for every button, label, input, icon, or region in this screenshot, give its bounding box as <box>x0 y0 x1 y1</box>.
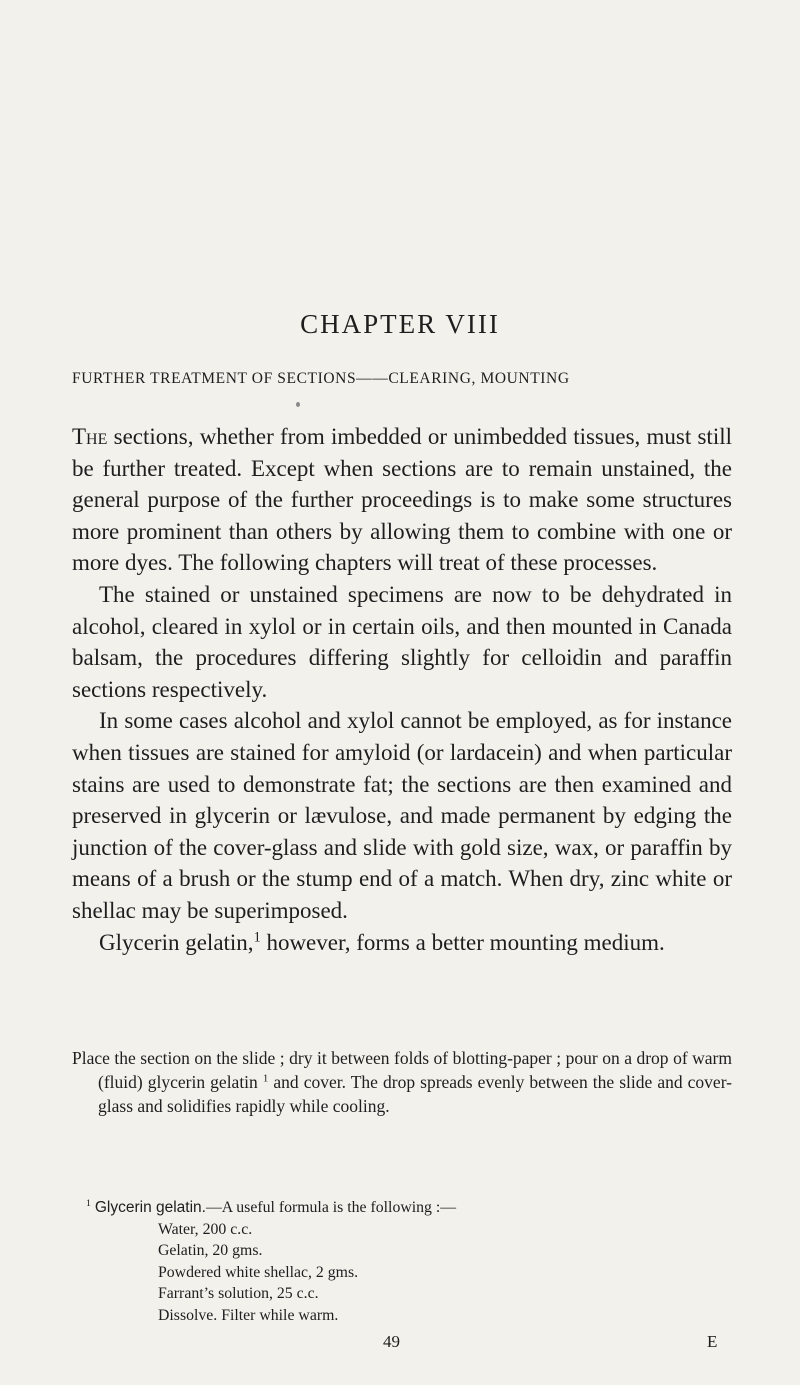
footnote-heading: Glycerin gelatin. <box>94 1199 206 1216</box>
recipe-line: Powdered white shellac, 2 gms. <box>158 1263 359 1281</box>
footnote-line <box>86 1197 726 1219</box>
instruction-text-b: and cover. The drop spreads evenly between the slide and cover-glass and solidifies rapidly while cooling. <box>98 1071 732 1116</box>
chapter-heading: CHAPTER VIII <box>300 309 500 339</box>
instruction-text-a: Place the section on the slide ; dry it between folds of blotting-paper ; pour on a drop of warm (fluid) glycerin gelatin <box>72 1048 732 1092</box>
page-number: 49 <box>383 1332 400 1351</box>
mounting-instructions <box>72 1047 732 1118</box>
footnote-marker: 1 <box>86 1198 91 1210</box>
instruction-footnote-reference: 1 <box>262 1072 269 1085</box>
paragraph-3: In some cases alcohol and xylol cannot be employed, as for instance when tissues are stained for amyloid (or lardacein) and when particular stains are used to demonstrate fat; the sections are then examined and preserved in glycerin or lævulose, and made permanent by edging the junction of the cover-glass and slide with gold size, wax, or paraffin by means of a brush or the stump end of a match. When dry, zinc white or shellac may be superimposed. <box>72 708 732 923</box>
footnote <box>86 1197 726 1327</box>
footnote-intro: —A useful formula is the following :— <box>205 1199 457 1216</box>
footnote-reference: 1 <box>253 928 261 945</box>
paragraph-2: The stained or unstained specimens are now to be dehydrated in alcohol, cleared in xylol or in certain oils, and then mounted in Canada balsam, the procedures differing slightly for celloidin and paraffin sections respectively. <box>72 581 732 702</box>
chapter-subtitle: FURTHER TREATMENT OF SECTIONS——CLEARING, MOUNTING <box>72 370 570 387</box>
body-text <box>72 421 732 958</box>
print-speck <box>296 402 300 407</box>
recipe-line: Farrant’s solution, 25 c.c. <box>158 1285 319 1303</box>
paragraph-1 <box>72 421 732 579</box>
instruction-paragraph <box>72 1047 732 1118</box>
paragraph-4-text-a: Glycerin gelatin, <box>99 929 254 955</box>
lead-word: The <box>72 424 108 449</box>
recipe-line: Gelatin, 20 gms. <box>158 1242 263 1260</box>
paragraph-1-text: sections, whether from imbedded or unimbedded tissues, must still be further treated. Except when sections are to remain unstained, the general purpose of the further proceedings is to make some structures more prominent than others by allowing them to combine with one or more dyes. The following chapters will treat of these processes. <box>72 424 732 576</box>
recipe-line: Water, 200 c.c. <box>158 1220 253 1238</box>
signature-mark: E <box>707 1332 718 1351</box>
paragraph-4 <box>72 927 732 959</box>
recipe-list <box>86 1219 726 1327</box>
paragraph-4-text-b: however, forms a better mounting medium. <box>260 929 665 955</box>
recipe-line: Dissolve. Filter while warm. <box>158 1306 339 1324</box>
